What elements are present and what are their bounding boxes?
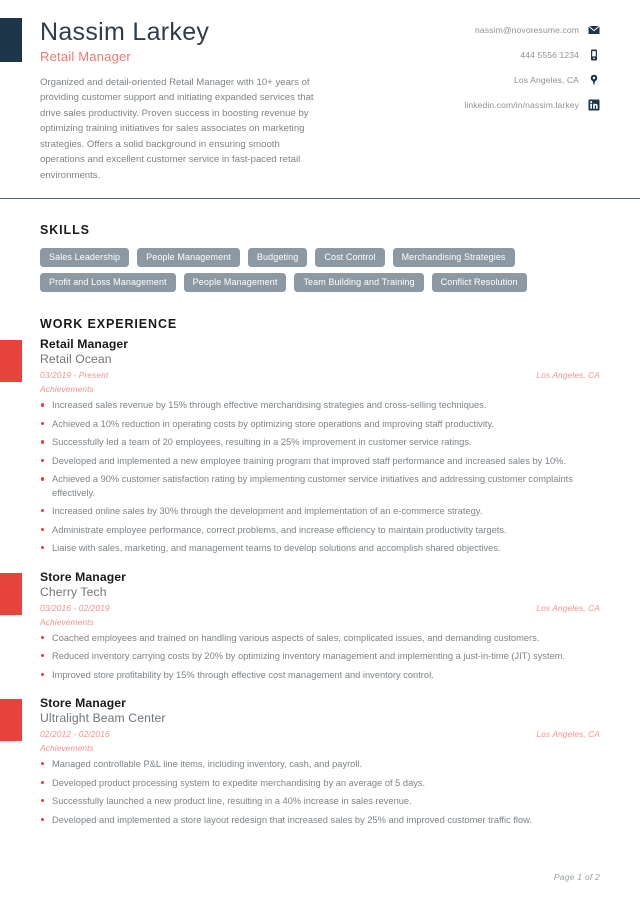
job-accent-block [0,699,22,741]
header-divider [0,198,640,199]
contact-item-phone[interactable] [520,49,600,61]
job-meta [40,603,600,613]
list-item: Improved store profitability by 15% through effective cost management and inventory control. [40,669,600,682]
list-item: Coached employees and trained on handling various aspects of sales, complicated issues, and demanding customers. [40,632,600,645]
linkedin-icon [588,99,600,111]
contact-phone-text: 444 5556 1234 [520,50,579,60]
skill-pill: People Management [184,273,287,292]
profile-summary: Organized and detail-oriented Retail Manager with 10+ years of providing customer support and initiating expanded services that drive sales productivity. Proven success in boosting revenue by optimizing training initiatives for sales associates on marketing strategies. Offers a solid background in ensuring smooth operations and excellent customer service in fast-paced retail environments. [40,76,314,181]
job-role: Retail Manager [40,337,129,352]
job-meta [40,370,600,380]
skills-section [0,199,640,292]
job-entry [40,570,600,682]
map-pin-icon [588,74,600,86]
list-item: Liaise with sales, marketing, and management teams to develop solutions and accomplish shared objectives. [40,542,600,555]
contact-location-text: Los Angeles, CA [513,75,579,85]
skills-list [40,248,600,292]
list-item: Developed and implemented a new employee training program that improved staff performance and increased sales by 10%. [40,455,600,468]
achievement-list [40,758,600,827]
skills-section-title: SKILLS [40,223,90,238]
list-item: Achieved a 10% reduction in operating costs by optimizing store operations and improving staff productivity. [40,418,600,431]
contact-list [464,18,600,111]
job-location: Los Angeles, CA [536,729,600,740]
job-list [40,337,600,827]
envelope-icon [588,24,600,36]
list-item: Successfully launched a new product line, resulting in a 40% increase in sales revenue. [40,795,600,808]
header-job-title: Retail Manager [40,48,131,64]
achievements-label: Achievements [40,384,94,395]
navy-accent-block [0,18,22,62]
work-experience-section [0,292,640,827]
achievements-label: Achievements [40,743,94,754]
skill-pill: Merchandising Strategies [393,248,515,267]
job-company: Cherry Tech [40,584,107,599]
phone-icon [588,49,600,61]
job-location: Los Angeles, CA [536,370,600,381]
job-entry [40,337,600,555]
contact-email-text: nassim@novoresume.com [475,25,579,35]
list-item: Successfully led a team of 20 employees, resulting in a 25% improvement in customer service ratings. [40,436,600,449]
job-accent-block [0,573,22,615]
header-identity [40,18,340,183]
job-location: Los Angeles, CA [536,602,600,613]
job-company: Ultralight Beam Center [40,711,166,726]
work-experience-section-title: WORK EXPERIENCE [40,317,178,332]
list-item: Managed controllable P&L line items, including inventory, cash, and payroll. [40,758,600,771]
achievement-list [40,632,600,682]
contact-item-location[interactable] [514,74,600,86]
job-company: Retail Ocean [40,352,112,367]
page-footer: Page 1 of 2 [553,872,600,882]
list-item: Reduced inventory carrying costs by 20% by optimizing inventory management and implementing a just-in-time (JIT) system. [40,650,600,663]
skill-pill: Team Building and Training [294,273,423,292]
job-role: Store Manager [40,569,126,584]
job-dates: 03/2016 - 02/2019 [40,602,110,613]
job-entry [40,696,600,827]
achievements-label: Achievements [40,616,94,627]
skill-pill: Budgeting [248,248,307,267]
list-item: Developed and implemented a store layout redesign that increased sales by 25% and improved customer traffic flow. [40,814,600,827]
contact-item-email[interactable] [475,24,600,36]
list-item: Increased online sales by 30% through the development and implementation of an e-commerce strategy. [40,505,600,518]
job-role: Store Manager [40,696,126,711]
skill-pill: Conflict Resolution [432,273,527,292]
skill-pill: People Management [137,248,240,267]
list-item: Increased sales revenue by 15% through effective merchandising strategies and cross-selling techniques. [40,399,600,412]
resume-header [0,0,640,199]
list-item: Developed product processing system to expedite merchandising by an average of 5 days. [40,777,600,790]
contact-item-linkedin[interactable] [464,99,600,111]
job-accent-block [0,340,22,382]
job-meta [40,729,600,739]
achievement-list [40,399,600,555]
skill-pill: Profit and Loss Management [40,273,176,292]
list-item: Administrate employee performance, correct problems, and increase efficiency to maintain productivity targets. [40,524,600,537]
job-dates: 03/2019 - Present [40,370,109,381]
list-item: Achieved a 90% customer satisfaction rating by implementing customer service initiatives and addressing customer complaints effectively. [40,473,600,500]
job-dates: 02/2012 - 02/2016 [40,729,110,740]
skill-pill: Cost Control [315,248,384,267]
contact-linkedin-text: linkedin.com/in/nassim.larkey [464,100,579,110]
skill-pill: Sales Leadership [40,248,129,267]
page-title: Nassim Larkey [40,18,210,46]
